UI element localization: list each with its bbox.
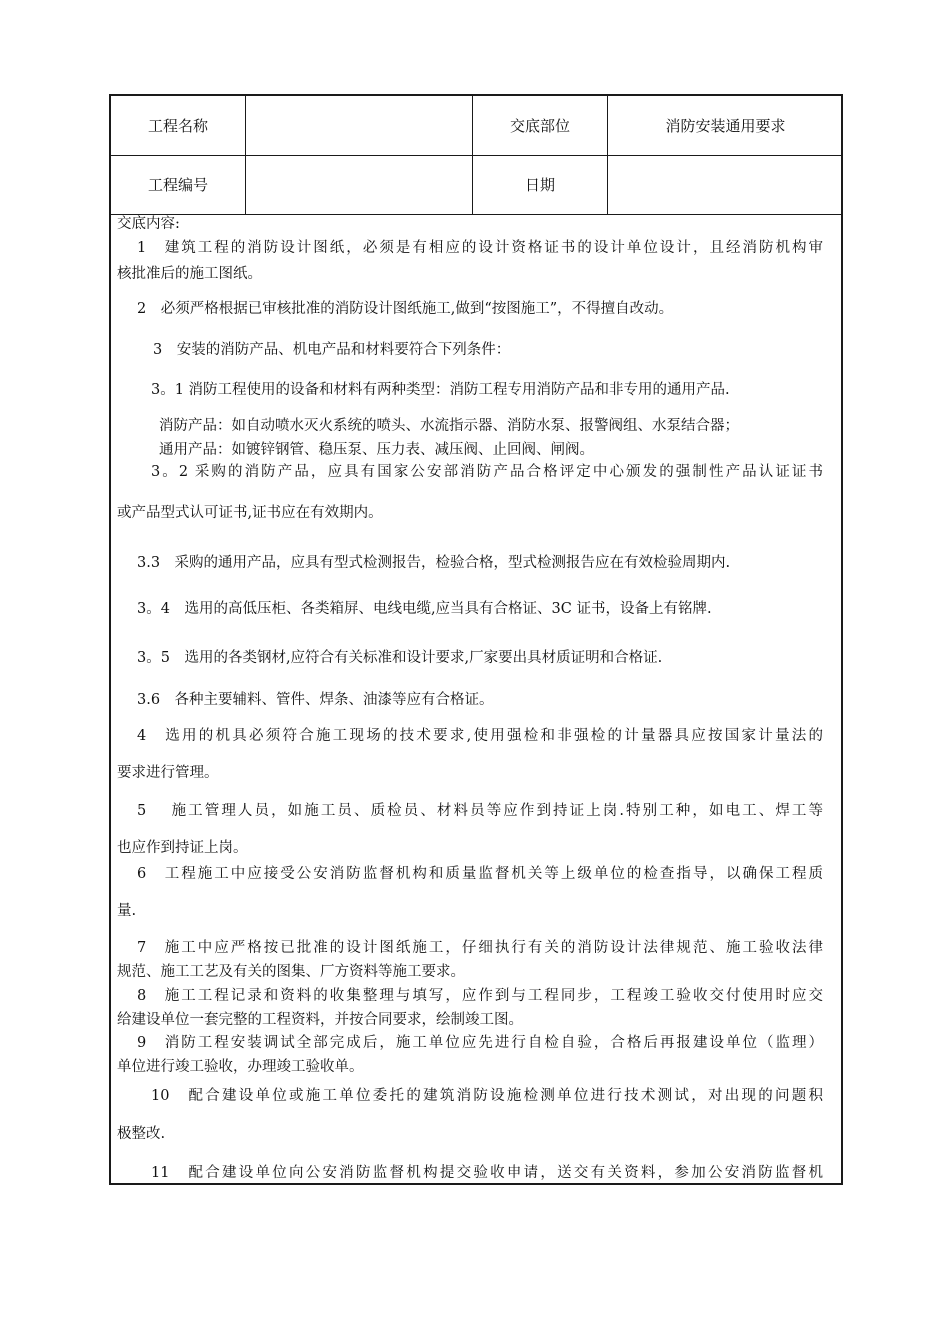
content-line: 给建设单位一套完整的工程资料，并按合同要求，绘制竣工图。 <box>117 1012 523 1028</box>
content-line: 10 配合建设单位或施工单位委托的建筑消防设施检测单位进行技术测试，对出现的问题积 <box>151 1088 823 1104</box>
content-line: 3。2 采购的消防产品，应具有国家公安部消防产品合格评定中心颁发的强制性产品认证证书 <box>151 464 823 480</box>
content-line: 要求进行管理。 <box>117 765 219 781</box>
content-line: 1 建筑工程的消防设计图纸，必须是有相应的设计资格证书的设计单位设计，且经消防机构审 <box>137 240 823 256</box>
content-line: 7 施工中应严格按已批准的设计图纸施工，仔细执行有关的消防设计法律规范、施工验收法律 <box>137 940 823 956</box>
content-line: 3。1 消防工程使用的设备和材料有两种类型：消防工程专用消防产品和非专用的通用产品. <box>151 382 730 398</box>
project-no-label: 工程编号 <box>111 155 246 214</box>
content-line: 量. <box>117 903 137 919</box>
date-label: 日期 <box>473 155 608 214</box>
content-line: 3.6 各种主要辅料、管件、焊条、油漆等应有合格证。 <box>137 692 494 708</box>
content-line: 3 安装的消防产品、机电产品和材料要符合下列条件： <box>153 342 511 358</box>
content-line: 3。5 选用的各类钢材,应符合有关标准和设计要求,厂家要出具材质证明和合格证. <box>137 650 663 666</box>
project-no-value <box>246 155 473 214</box>
content-line: 6 工程施工中应接受公安消防监督机构和质量监督机关等上级单位的检查指导，以确保工程质 <box>137 866 823 882</box>
disclosure-content <box>111 214 841 1185</box>
content-line: 单位进行竣工验收，办理竣工验收单。 <box>117 1059 364 1075</box>
header-row-1 <box>111 96 841 156</box>
content-line: 9 消防工程安装调试全部完成后，施工单位应先进行自检自验，合格后再报建设单位（监理） <box>137 1035 823 1051</box>
content-line: 消防产品：如自动喷水灭火系统的喷头、水流指示器、消防水泵、报警阀组、水泵结合器； <box>159 418 739 434</box>
project-name-value <box>246 96 473 155</box>
content-line: 规范、施工工艺及有关的图集、厂方资料等施工要求。 <box>117 964 465 980</box>
content-line: 也应作到持证上岗。 <box>117 840 248 856</box>
date-value <box>608 155 843 214</box>
content-line: 3。4 选用的高低压柜、各类箱屏、电线电缆,应当具有合格证、3C 证书，设备上有铭牌. <box>137 601 712 617</box>
part-value: 消防安装通用要求 <box>665 117 786 135</box>
content-line: 或产品型式认可证书,证书应在有效期内。 <box>117 505 383 521</box>
content-title: 交底内容: <box>117 216 180 232</box>
project-name-label: 工程名称 <box>111 96 246 155</box>
disclosure-form <box>109 94 843 1185</box>
content-line: 5 施工管理人员，如施工员、质检员、材料员等应作到持证上岗.特别工种，如电工、焊工等 <box>137 803 823 819</box>
content-line: 核批准后的施工图纸。 <box>117 266 262 282</box>
content-line: 3.3 采购的通用产品，应具有型式检测报告，检验合格，型式检测报告应在有效检验周期内. <box>137 555 731 571</box>
part-label: 交底部位 <box>473 96 608 155</box>
content-line: 通用产品：如镀锌钢管、稳压泵、压力表、减压阀、止回阀、闸阀。 <box>159 442 594 458</box>
header-row-2 <box>111 155 841 215</box>
content-line: 极整改. <box>117 1126 166 1142</box>
content-line: 4 选用的机具必须符合施工现场的技术要求,使用强检和非强检的计量器具应按国家计量法的 <box>137 728 823 744</box>
content-line: 2 必须严格根据已审核批准的消防设计图纸施工,做到“按图施工”，不得擅自改动。 <box>137 301 674 317</box>
content-line: 8 施工工程记录和资料的收集整理与填写，应作到与工程同步，工程竣工验收交付使用时应交 <box>137 988 823 1004</box>
content-line: 11 配合建设单位向公安消防监督机构提交验收申请，送交有关资料，参加公安消防监督机 <box>151 1165 823 1181</box>
